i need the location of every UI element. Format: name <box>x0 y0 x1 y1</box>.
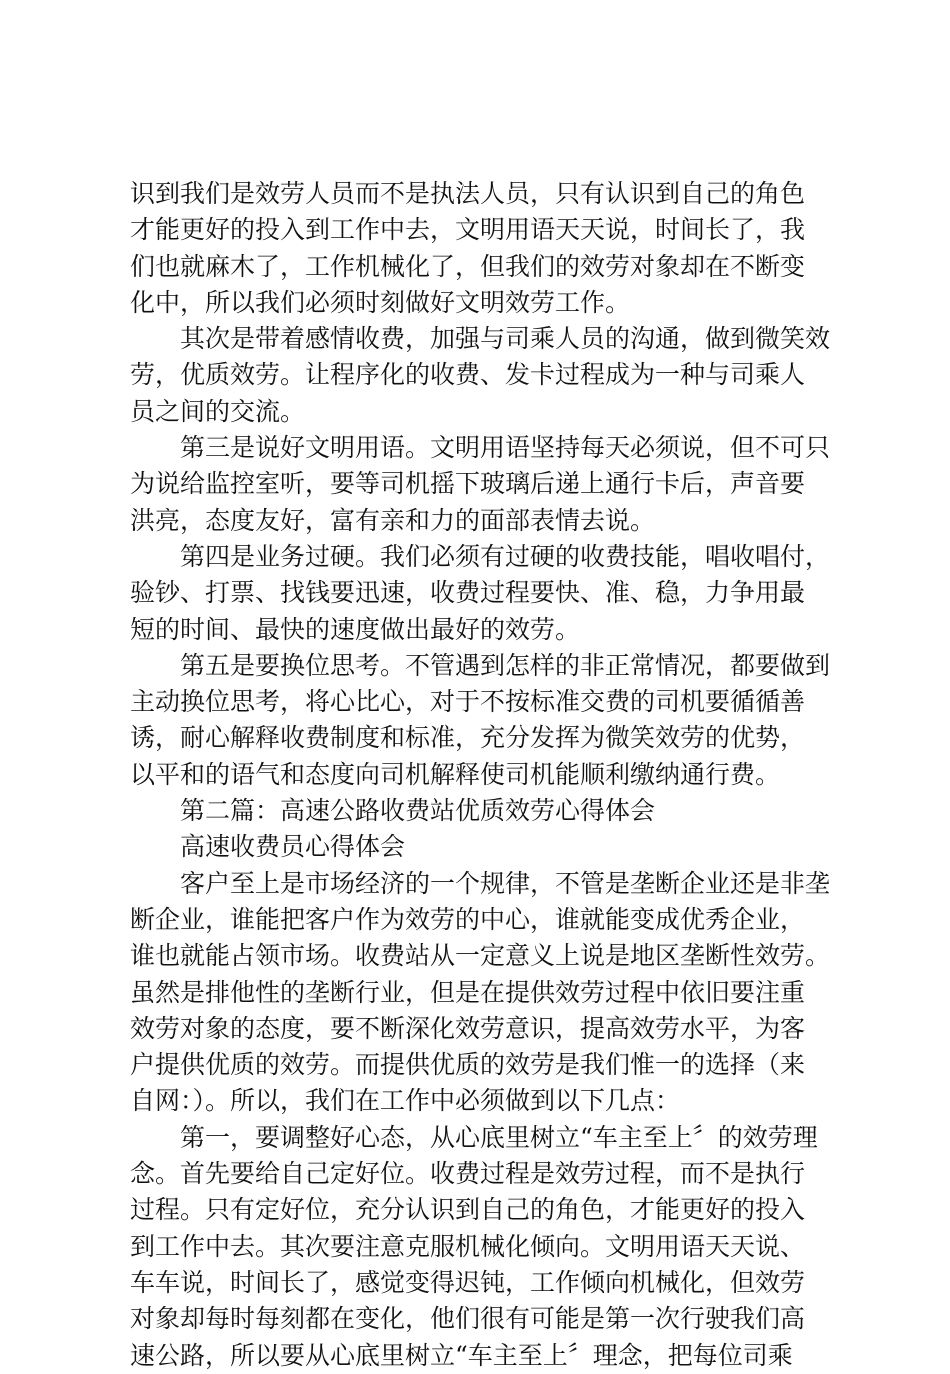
text-line: 识到我们是效劳人员而不是执法人员，只有认识到自己的角色 <box>130 179 806 208</box>
text-line: 车车说，时间长了，感觉变得迟钝，工作倾向机械化，但效劳 <box>130 1267 806 1297</box>
text-line: 短的时间、最快的速度做出最好的效劳。 <box>130 614 581 644</box>
paragraph-first-line: 客户至上是市场经济的一个规律，不管是垄断企业还是非垄 <box>180 868 831 898</box>
paragraph-first-line: 第四是业务过硬。我们必须有过硬的收费技能，唱收唱付， <box>180 541 831 571</box>
text-line: 效劳对象的态度，要不断深化效劳意识，提高效劳水平，为客 <box>130 1013 806 1043</box>
paragraph-first-line: 第一，要调整好心态，从心底里树立“车主至上〞的效劳理 <box>180 1122 818 1152</box>
text-line: 到工作中去。其次要注意克服机械化倾向。文明用语天天说、 <box>130 1231 806 1261</box>
text-line: 劳，优质效劳。让程序化的收费、发卡过程成为一种与司乘人 <box>130 360 806 390</box>
text-line: 化中，所以我们必须时刻做好文明效劳工作。 <box>130 287 631 317</box>
text-line: 虽然是排他性的垄断行业，但是在提供效劳过程中依旧要注重 <box>130 977 806 1007</box>
text-line: 员之间的交流。 <box>130 396 306 426</box>
paragraph-first-line: 第二篇：高速公路收费站优质效劳心得体会 <box>180 796 656 826</box>
paragraph-first-line: 第三是说好文明用语。文明用语坚持每天必须说，但不可只 <box>180 433 831 463</box>
text-line: 对象却每时每刻都在变化，他们很有可能是第一次行驶我们高 <box>130 1304 806 1334</box>
paragraph-first-line: 高速收费员心得体会 <box>180 832 406 862</box>
text-line: 们也就麻木了，工作机械化了，但我们的效劳对象却在不断变 <box>130 251 806 281</box>
text-line: 才能更好的投入到工作中去，文明用语天天说，时间长了，我 <box>130 215 806 245</box>
paragraph-first-line: 第五是要换位思考。不管遇到怎样的非正常情况，都要做到 <box>180 650 831 680</box>
document-body <box>130 176 830 1374</box>
text-line: 以平和的语气和态度向司机解释使司机能顺利缴纳通行费。 <box>130 759 781 789</box>
text-line: 自网：）。所以，我们在工作中必须做到以下几点： <box>130 1086 681 1116</box>
text-line: 验钞、打票、找钱要迅速，收费过程要快、准、稳，力争用最 <box>130 578 806 608</box>
text-line: 户提供优质的效劳。而提供优质的效劳是我们惟一的选择（来 <box>130 1050 806 1080</box>
paragraph-first-line: 其次是带着感情收费，加强与司乘人员的沟通，做到微笑效 <box>180 324 831 354</box>
text-line: 速公路，所以要从心底里树立“车主至上〞理念，把每位司乘 <box>130 1340 793 1370</box>
text-line: 过程。只有定好位，充分认识到自己的角色，才能更好的投入 <box>130 1195 806 1225</box>
text-line: 诱，耐心解释收费制度和标准，充分发挥为微笑效劳的优势， <box>130 723 806 753</box>
text-line: 谁也就能占领市场。收费站从一定意义上说是地区垄断性效劳。 <box>130 941 831 971</box>
text-line: 念。首先要给自己定好位。收费过程是效劳过程，而不是执行 <box>130 1159 806 1189</box>
text-line: 洪亮，态度友好，富有亲和力的面部表情去说。 <box>130 505 656 535</box>
text-line: 断企业，谁能把客户作为效劳的中心，谁就能变成优秀企业， <box>130 904 806 934</box>
text-line: 为说给监控室听，要等司机摇下玻璃后递上通行卡后，声音要 <box>130 469 806 499</box>
text-line: 主动换位思考，将心比心，对于不按标准交费的司机要循循善 <box>130 687 806 717</box>
